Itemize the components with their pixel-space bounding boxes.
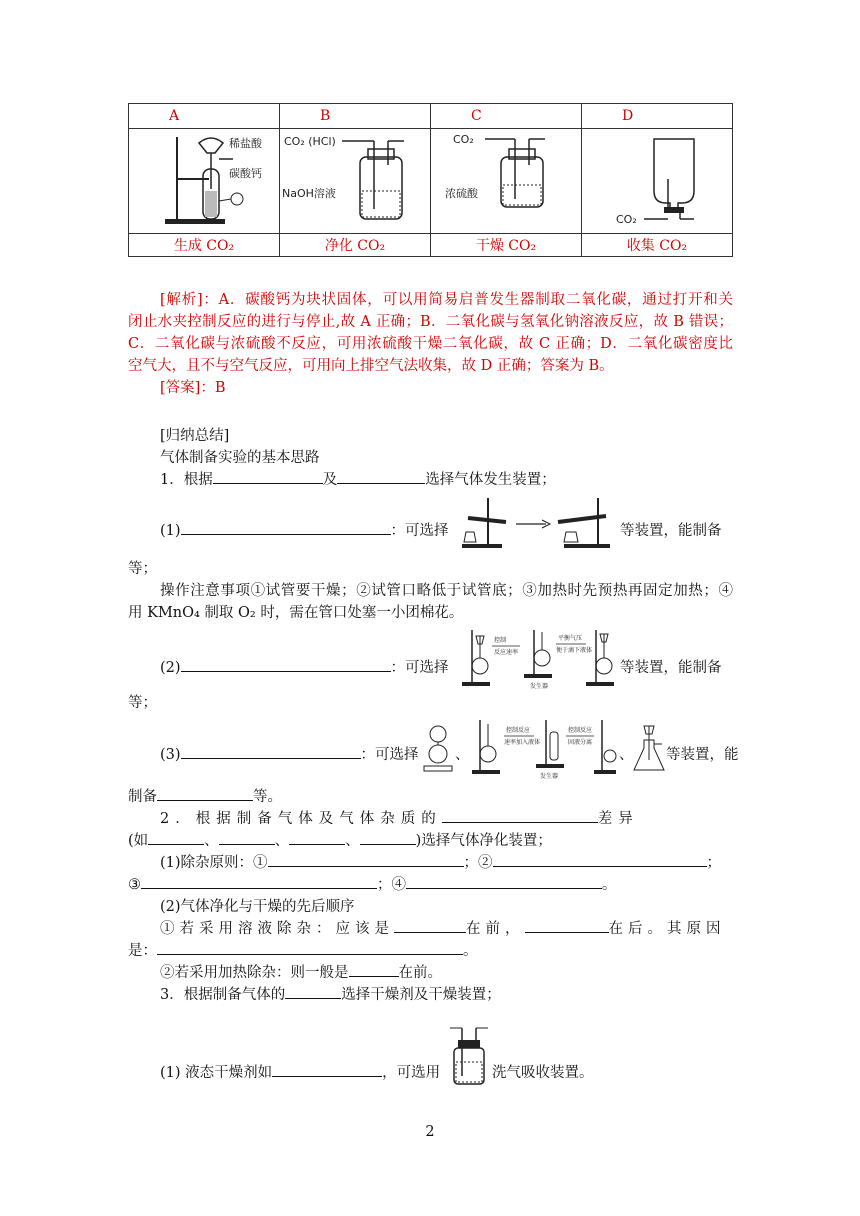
section-3-line: 3．根据制备气体的 选择干燥剂及干燥装置； xyxy=(160,984,733,1006)
solid-liquid-apparatus-figure xyxy=(458,626,618,690)
blank-2a[interactable] xyxy=(442,808,598,823)
option-a-figure xyxy=(129,129,280,234)
dryer-line: (1) 液态干燥剂如 ，可选用 xyxy=(160,1062,733,1084)
page-number: 2 xyxy=(425,1124,435,1140)
blank-p3[interactable] xyxy=(181,744,361,759)
blank-o2[interactable] xyxy=(525,918,609,933)
summary-subheading: 气体制备实验的基本思路 xyxy=(160,450,320,466)
blank-p2[interactable] xyxy=(181,657,391,672)
option-d-figure xyxy=(582,129,733,234)
item-2-cont: 等； xyxy=(128,695,157,711)
blank-1a[interactable] xyxy=(213,469,323,484)
summary-heading: [归纳总结] xyxy=(160,428,230,444)
note-line-2: 用 KMnO₄ 制取 O₂ 时，需在管口处塞一小团棉花。 xyxy=(128,605,464,621)
label-b-liquid: NaOH溶液 xyxy=(282,187,336,200)
analysis-line-4: 空气大，且不与空气反应，可用向上排空气法收集，故 D 正确；答案为 B。 xyxy=(128,358,614,374)
svg-text:发生器: 发生器 xyxy=(530,683,549,690)
item-2-suffix: 等装置，能制备 xyxy=(620,660,722,676)
svg-text:便于滴下液体: 便于滴下液体 xyxy=(556,647,593,654)
item-1-suffix: 等装置，能制备 xyxy=(620,523,722,539)
svg-text:速率加入液体: 速率加入液体 xyxy=(504,739,541,746)
item-1-cont: 等； xyxy=(128,561,157,577)
order-line-2: 是： 。 xyxy=(128,940,733,962)
item-3-line: (3) ：可选择 xyxy=(160,744,733,766)
controlled-apparatus-figure xyxy=(470,716,618,780)
sep-1: 、 xyxy=(455,747,470,763)
analysis-line-1: [解析]：A．碳酸钙为块状固体，可以用简易启普发生器制取二氧化碳，通过打开和关 xyxy=(160,292,733,308)
option-b-footer: 净化 CO₂ xyxy=(280,234,431,257)
blank-2b[interactable] xyxy=(148,830,204,845)
option-d-header: D xyxy=(582,104,733,129)
sep-2: 、 xyxy=(619,747,634,763)
option-a-footer: 生成 CO₂ xyxy=(129,234,280,257)
analysis-line-2: 闭止水夹控制反应的进行与停止,故 A 正确；B．二氧化碳与氢氧化钠溶液反应，故 B 错误； xyxy=(128,314,733,330)
svg-text:反应速率: 反应速率 xyxy=(494,649,519,656)
blank-p1[interactable] xyxy=(181,520,391,535)
analysis-line-3: C．二氧化碳与浓硫酸不反应，可用浓硫酸干燥二氧化碳，故 C 正确；D．二氧化碳密度比 xyxy=(128,336,733,352)
flask-apparatus-figure xyxy=(632,724,666,774)
blank-r4[interactable] xyxy=(406,874,602,889)
option-b-figure xyxy=(280,129,431,234)
note-line-1: 操作注意事项①试管要干燥；②试管口略低于试管底；③加热时先预热再固定加热；④ xyxy=(160,583,733,599)
section-1-line: 1．根据 及 选择气体发生装置； xyxy=(160,469,733,491)
blank-d1[interactable] xyxy=(272,1062,382,1077)
kipps-apparatus-figure xyxy=(420,722,456,774)
options-table xyxy=(128,103,733,257)
option-c-footer: 干燥 CO₂ xyxy=(431,234,582,257)
blank-r2[interactable] xyxy=(493,852,707,867)
answer: [答案]：B xyxy=(160,380,226,396)
label-c-in: CO₂ xyxy=(453,133,474,146)
label-c-liquid: 浓硫酸 xyxy=(445,187,478,200)
svg-text:固液分离: 固液分离 xyxy=(568,739,593,746)
blank-r1[interactable] xyxy=(268,852,464,867)
order-line-3: ②若采用加热除杂：则一般是 在前。 xyxy=(160,962,733,984)
option-c-figure xyxy=(431,129,582,234)
svg-text:控制: 控制 xyxy=(494,637,507,644)
item-3-cont: 制备 等。 xyxy=(128,786,733,808)
section-2-line: 2．根据制备气体及气体杂质的 差异 xyxy=(160,808,733,830)
label-b-in: CO₂ (HCl) xyxy=(284,135,336,148)
option-a-header: A xyxy=(129,104,280,129)
heating-apparatus-figure xyxy=(458,494,618,550)
principle-line-1: (1)除杂原则：① ；② ； xyxy=(160,852,733,874)
blank-p3b[interactable] xyxy=(157,786,253,801)
svg-text:控制反应: 控制反应 xyxy=(506,727,531,734)
blank-r3[interactable] xyxy=(141,874,377,889)
label-acid: 稀盐酸 xyxy=(229,137,262,150)
svg-text:发生器: 发生器 xyxy=(540,773,559,780)
blank-1b[interactable] xyxy=(337,469,425,484)
blank-o4[interactable] xyxy=(349,962,399,977)
order-heading: (2)气体净化与干燥的先后顺序 xyxy=(160,899,355,915)
blank-o3[interactable] xyxy=(157,940,463,955)
principle-line-2: ③ ；④ 。 xyxy=(128,874,733,896)
item-1-line: (1) ：可选择 xyxy=(160,520,733,542)
blank-o1[interactable] xyxy=(394,918,466,933)
option-b-header: B xyxy=(280,104,431,129)
item-3-suffix: 等装置，能 xyxy=(666,747,739,763)
svg-text:平衡气压: 平衡气压 xyxy=(558,635,583,642)
item-2-line: (2) ：可选择 xyxy=(160,657,733,679)
blank-2c[interactable] xyxy=(219,830,275,845)
label-d-in: CO₂ xyxy=(616,213,637,226)
option-d-footer: 收集 CO₂ xyxy=(582,234,733,257)
svg-text:控制反应: 控制反应 xyxy=(568,727,593,734)
gas-washing-bottle-figure xyxy=(446,1022,492,1086)
dryer-suffix: 洗气吸收装置。 xyxy=(492,1065,594,1081)
blank-2e[interactable] xyxy=(360,830,416,845)
blank-2d[interactable] xyxy=(289,830,345,845)
blank-3a[interactable] xyxy=(285,984,341,999)
label-solid: 碳酸钙 xyxy=(229,167,262,180)
option-c-header: C xyxy=(431,104,582,129)
section-2-cont: (如 、 、 、 )选择气体净化装置； xyxy=(128,830,733,852)
order-line-1: ①若采用溶液除杂：应该是 在前， 在后。其原因 xyxy=(160,918,733,940)
